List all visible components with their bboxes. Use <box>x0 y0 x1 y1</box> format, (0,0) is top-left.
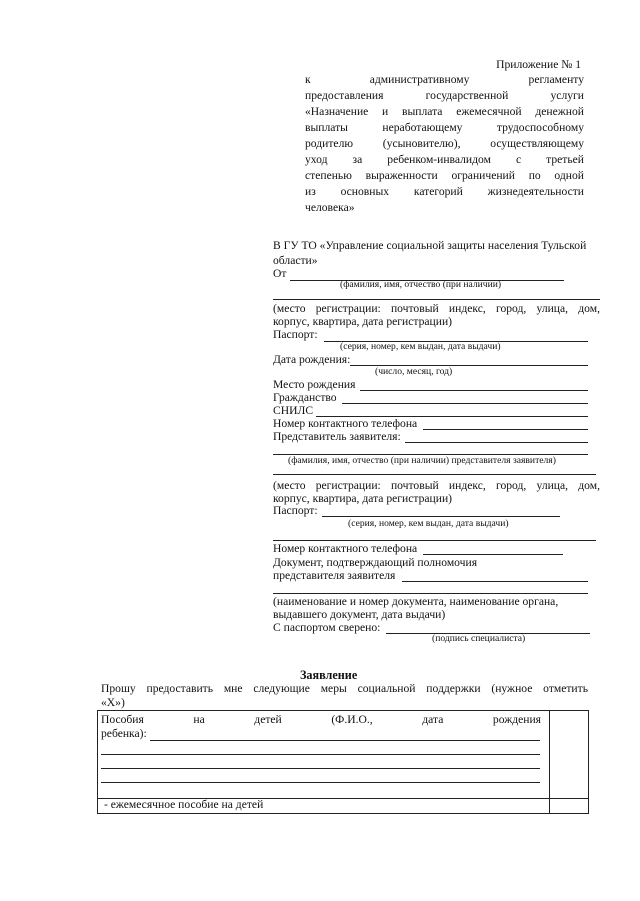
annex-line: к административному регламенту <box>305 73 584 86</box>
phone-label: Номер контактного телефона <box>273 417 418 430</box>
representative-passport-field[interactable] <box>322 516 560 517</box>
birthdate-label: Дата рождения: <box>273 353 351 366</box>
child-info-field[interactable] <box>101 768 540 769</box>
birthplace-label: Место рождения <box>273 378 356 391</box>
child-info-field[interactable] <box>150 740 540 741</box>
passport-hint: (серия, номер, кем выдан, дата выдачи) <box>340 341 501 352</box>
signature-hint: (подпись специалиста) <box>432 633 526 644</box>
birthplace-field[interactable] <box>360 390 588 391</box>
addressee-line-2: области» <box>273 254 318 267</box>
registration-hint-1: (место регистрации: почтовый индекс, город, улица, дом, <box>273 302 600 315</box>
child-info-field[interactable] <box>101 782 540 783</box>
registration-hint-2: корпус, квартира, дата регистрации) <box>273 315 453 328</box>
authority-document-hint-2: выдавшего документ, дата выдачи) <box>273 608 446 621</box>
authority-document-hint-1: (наименование и номер документа, наименование органа, <box>273 595 559 608</box>
representative-registration-field[interactable] <box>273 474 596 475</box>
child-benefit-text-2: ребенка): <box>101 727 147 740</box>
passport-label: Паспорт: <box>273 328 318 341</box>
representative-registration-hint-1: (место регистрации: почтовый индекс, город, улица, дом, <box>273 479 600 492</box>
monthly-child-benefit-text: - ежемесячное пособие на детей <box>104 798 264 811</box>
representative-passport-hint: (серия, номер, кем выдан, дата выдачи) <box>348 518 509 529</box>
mark-checkbox-cell[interactable] <box>550 711 589 799</box>
representative-phone-label: Номер контактного телефона <box>273 542 418 555</box>
annex-line: из основных категорий жизнедеятельности <box>305 185 584 198</box>
annex-line: предоставления государственной услуги <box>305 89 584 102</box>
representative-passport-label: Паспорт: <box>273 504 318 517</box>
passport-checked-label: С паспортом сверено: <box>273 621 381 634</box>
fio-hint: (фамилия, имя, отчество (при наличии) <box>340 279 502 290</box>
addressee-line-1: В ГУ ТО «Управление социальной защиты населения Тульской <box>273 239 587 252</box>
statement-title: Заявление <box>300 668 358 682</box>
mark-checkbox-cell[interactable] <box>550 799 589 814</box>
support-measures-table <box>97 710 589 814</box>
representative-label: Представитель заявителя: <box>273 430 401 443</box>
table-row <box>98 799 589 814</box>
birthdate-hint: (число, месяц, год) <box>375 366 453 377</box>
request-text-1: Прошу предоставить мне следующие меры социальной поддержки (нужное отметить <box>101 682 588 695</box>
annex-line: родителю (усыновителю), осуществляющему <box>305 137 584 150</box>
annex-number: Приложение № 1 <box>496 58 581 71</box>
phone-field[interactable] <box>423 429 588 430</box>
annex-line: степенью выраженности ограничений по одной <box>305 169 584 182</box>
annex-line: «Назначение и выплата ежемесячной денежной <box>305 105 584 118</box>
authority-document-label-2: представителя заявителя <box>273 569 396 582</box>
annex-line: уход за ребенком-инвалидом с третьей <box>305 153 584 166</box>
snils-label: СНИЛС <box>273 404 314 417</box>
annex-line: выплаты неработающему трудоспособному <box>305 121 584 134</box>
request-text-2: «Х») <box>101 696 125 709</box>
child-info-field[interactable] <box>101 754 540 755</box>
representative-fio-hint: (фамилия, имя, отчество (при наличии) представителя заявителя) <box>288 455 556 466</box>
registration-field[interactable] <box>273 299 600 300</box>
from-label: От <box>273 267 287 280</box>
annex-line: человека» <box>305 201 355 214</box>
authority-document-label-1: Документ, подтверждающий полномочия <box>273 556 478 569</box>
representative-field[interactable] <box>405 442 588 443</box>
annex-description <box>305 72 584 216</box>
authority-document-field[interactable] <box>402 581 588 582</box>
measure-description-cell <box>98 711 550 799</box>
measure-description-cell <box>98 799 550 814</box>
citizenship-field[interactable] <box>342 403 588 404</box>
representative-registration-hint-2: корпус, квартира, дата регистрации) <box>273 492 453 505</box>
table-row <box>98 711 589 799</box>
child-benefit-text-1: Пособия на детей (Ф.И.О., дата рождения <box>101 713 541 726</box>
citizenship-label: Гражданство <box>273 391 337 404</box>
